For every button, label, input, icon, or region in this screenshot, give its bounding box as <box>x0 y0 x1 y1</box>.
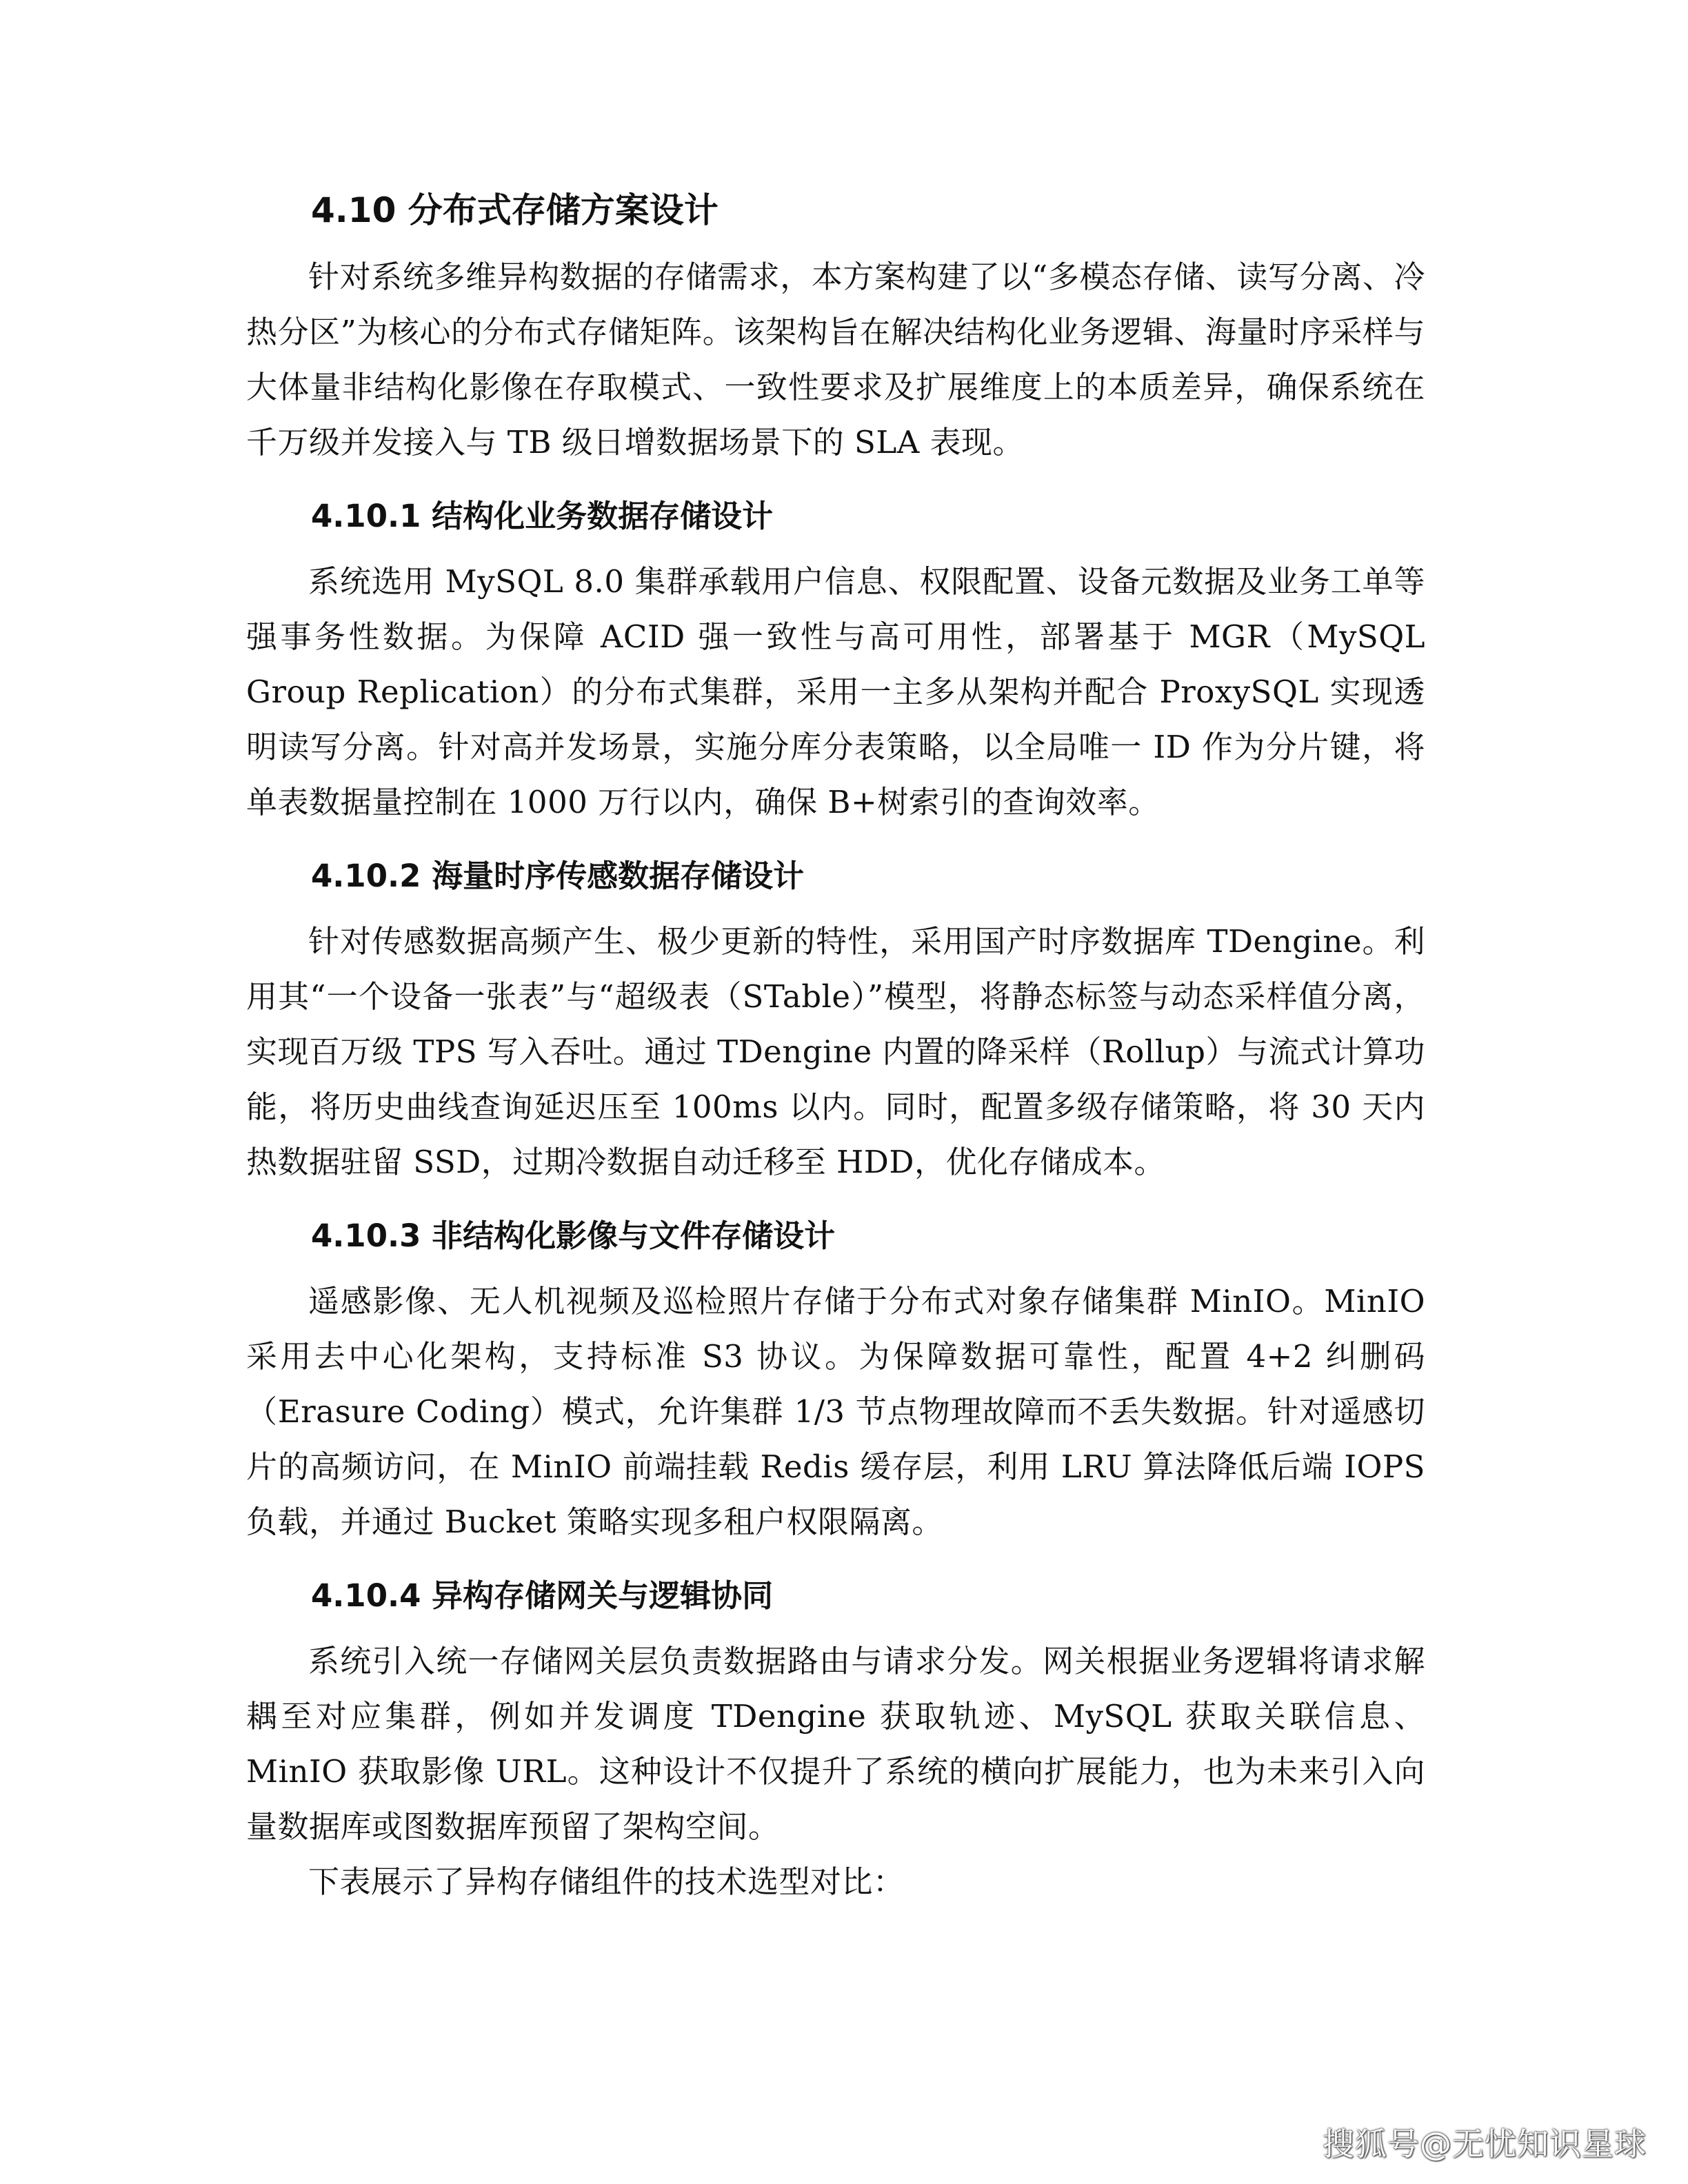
intro-paragraph: 针对系统多维异构数据的存储需求，本方案构建了以“多模态存储、读写分离、冷热分区”为核心的分布式存储矩阵。该架构旨在解决结构化业务逻辑、海量时序采样与大体量非结构化影像在存取模式、一致性要求及扩展维度上的本质差异，确保系统在千万级并发接入与 TB 级日增数据场景下的 SLA 表现。 <box>246 259 1425 461</box>
watermark: 搜狐号@无忧知识星球 <box>1323 2125 1647 2163</box>
subsection-title-4-10-1: 4.10.1 结构化业务数据存储设计 <box>311 498 774 534</box>
subsection-body-4-10-3: 遥感影像、无人机视频及巡检照片存储于分布式对象存储集群 MinIO。MinIO 采用去中心化架构，支持标准 S3 协议。为保障数据可靠性，配置 4+2 纠删码（Erasure Coding）模式，允许集群 1/3 节点物理故障而不丢失数据。针对遥感切片的高频访问，在 MinIO 前端挂载 Redis 缓存层，利用 LRU 算法降低后端 IOPS 负载，并通过 Bucket 策略实现多租户权限隔离。 <box>246 1283 1425 1540</box>
closing-paragraph: 下表展示了异构存储组件的技术选型对比： <box>308 1863 905 1900</box>
subsection-body-4-10-1: 系统选用 MySQL 8.0 集群承载用户信息、权限配置、设备元数据及业务工单等强事务性数据。为保障 ACID 强一致性与高可用性，部署基于 MGR（MySQL Group Replication）的分布式集群，采用一主多从架构并配合 ProxySQL 实现透明读写分离。针对高并发场景，实施分库分表策略，以全局唯一 ID 作为分片键，将单表数据量控制在 1000 万行以内，确保 B+树索引的查询效率。 <box>246 563 1425 820</box>
subsection-body-4-10-4: 系统引入统一存储网关层负责数据路由与请求分发。网关根据业务逻辑将请求解耦至对应集群，例如并发调度 TDengine 获取轨迹、MySQL 获取关联信息、MinIO 获取影像 URL。这种设计不仅提升了系统的横向扩展能力，也为未来引入向量数据库或图数据库预留了架构空间。 <box>246 1643 1425 1845</box>
document-body <box>246 186 1425 1910</box>
section-title: 4.10 分布式存储方案设计 <box>311 190 719 230</box>
subsection-body-4-10-2: 针对传感数据高频产生、极少更新的特性，采用国产时序数据库 TDengine。利用其“一个设备一张表”与“超级表（STable）”模型，将静态标签与动态采样值分离，实现百万级 TPS 写入吞吐。通过 TDengine 内置的降采样（Rollup）与流式计算功能，将历史曲线查询延迟压至 100ms 以内。同时，配置多级存储策略，将 30 天内热数据驻留 SSD，过期冷数据自动迁移至 HDD，优化存储成本。 <box>246 923 1425 1180</box>
subsection-title-4-10-2: 4.10.2 海量时序传感数据存储设计 <box>311 858 805 894</box>
subsection-title-4-10-4: 4.10.4 异构存储网关与逻辑协同 <box>311 1577 774 1614</box>
subsection-title-4-10-3: 4.10.3 非结构化影像与文件存储设计 <box>311 1217 836 1254</box>
